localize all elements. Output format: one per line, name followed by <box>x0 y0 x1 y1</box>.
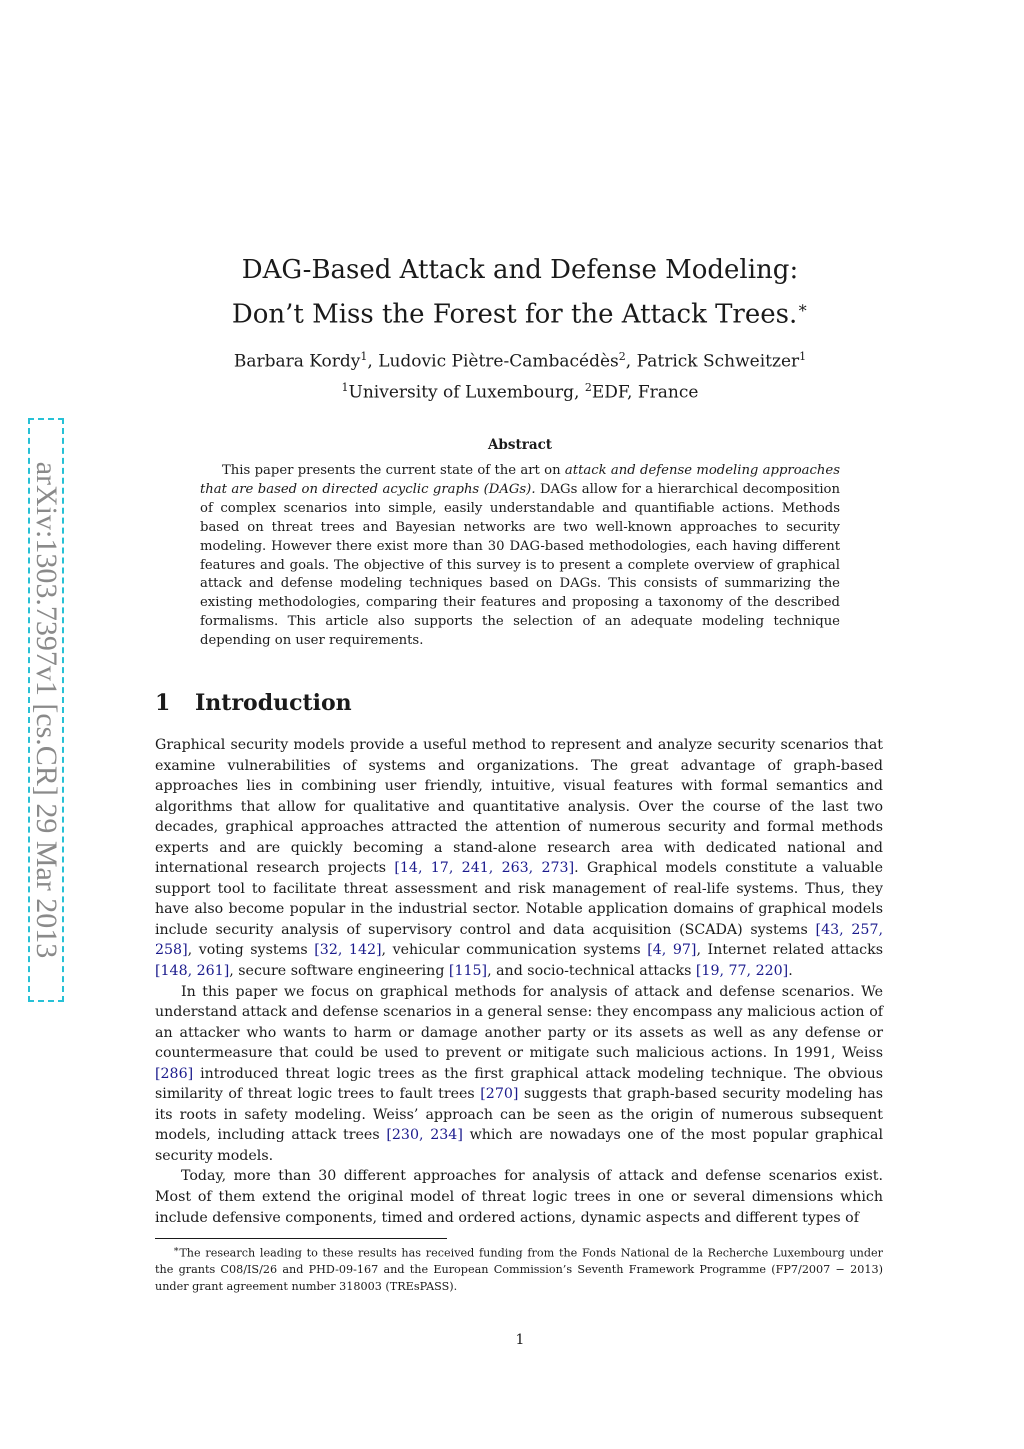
page-number: 1 <box>515 1332 525 1348</box>
affil-mark: 1 <box>799 350 807 363</box>
paragraph-3: Today, more than 30 different approaches for analysis of attack and defense scenarios exist. Most of them extend the original model of threat logic trees in one or several dimensions which include defensive components, timed and ordered actions, dynamic aspects and different types of <box>155 1168 883 1226</box>
citation-link[interactable]: [230, 234] <box>386 1127 463 1144</box>
title-line-2 <box>155 289 885 334</box>
text: , Internet related attacks <box>696 942 883 959</box>
affil-mark: 2 <box>618 350 626 363</box>
text: , voting systems <box>187 942 315 959</box>
section-number: 1 <box>155 690 171 716</box>
footnote-divider <box>155 1238 447 1239</box>
footnote <box>155 1242 883 1295</box>
paragraph-1 <box>155 735 883 982</box>
title-line-1: DAG-Based Attack and Defense Modeling: <box>241 255 799 285</box>
affiliation-luxembourg: University of Luxembourg <box>348 382 575 403</box>
section-title: Introduction <box>195 690 352 716</box>
author-block <box>155 344 885 405</box>
abstract-heading: Abstract <box>487 437 553 453</box>
citation-link[interactable]: [19, 77, 220] <box>695 963 789 980</box>
text: , secure software engineering <box>229 963 449 980</box>
abstract-text <box>200 462 840 651</box>
abstract-part: DAGs allow for a hierarchical decomposition of complex scenarios into simple, easily understandable and quantifiable actions. Methods based on threat trees and Bayesian networks are two well-known approaches to security modeling. However there exist more than 30 DAG-based methodologies, each having different features and goals. The objective of this survey is to present a complete overview of graphical attack and defense modeling techniques based on DAGs. This consists of summarizing the existing methodologies, comparing their features and proposing a taxonomy of the described formalisms. This article also supports the selection of an adequate modeling technique depending on user requirements. <box>200 481 840 649</box>
citation-link[interactable]: [148, 261] <box>155 963 230 980</box>
citation-link[interactable]: [32, 142] <box>314 942 382 959</box>
citation-link[interactable]: [115] <box>448 963 488 980</box>
separator: , <box>367 351 379 372</box>
separator: , <box>625 351 637 372</box>
author-schweitzer: Patrick Schweitzer <box>636 351 800 372</box>
affil-mark: 1 <box>341 380 349 394</box>
citation-link[interactable]: [14, 17, 241, 263, 273] <box>394 860 575 877</box>
abstract-part: This paper presents the current state of the art on <box>222 463 565 478</box>
citation-link[interactable]: [286] <box>155 1065 194 1082</box>
author-kordy: Barbara Kordy <box>233 351 361 372</box>
footnote-text: The research leading to these results has received funding from the Fonds National de la Recherche Luxembourg under the grants C08/IS/26 and PHD-09-167 and the European Commission’s Seventh Framework Programme (FP7/2007 − 2013) under grant agreement number 318003 (TREsPASS). <box>155 1246 883 1293</box>
text: . Graphical models constitute a valuable support tool to facilitate threat assessment and risk management of real-life systems. Thus, they have also become popular in the industrial sector. Notable application domains of graphical models include security analysis of supervisory control and data acquisition (SCADA) systems <box>155 860 883 938</box>
author-list <box>155 344 885 375</box>
citation-link[interactable]: [270] <box>480 1086 519 1103</box>
arxiv-stamp <box>28 418 64 1002</box>
body-text <box>155 735 883 1228</box>
text: which are nowadays one of the most popular graphical security models. <box>155 1127 883 1164</box>
affiliations <box>155 375 885 406</box>
text: , vehicular communication systems <box>381 942 648 959</box>
title-line-2-text: Don’t Miss the Forest for the Attack Trees. <box>231 299 798 330</box>
paragraph-2 <box>155 982 883 1167</box>
footnote-mark: ∗ <box>173 1244 180 1255</box>
citation-link[interactable]: [43, 257, 258] <box>155 921 883 959</box>
text: suggests that graph-based security modeling has its roots in safety modeling. Weiss’ approach can be seen as the origin of numerous subsequent models, including attack trees <box>155 1086 884 1144</box>
text: Graphical security models provide a useful method to represent and analyze security scenarios that examine vulnerabilities of systems and organizations. The great advantage of graph-based approaches lies in combining user friendly, intuitive, visual features with formal semantics and algorithms that allow for qualitative and quantitative analysis. Over the course of the last two decades, graphical approaches attracted the attention of numerous security and formal methods experts and are quickly becoming a stand-alone research area with dedicated national and international research projects <box>155 737 883 877</box>
author-pietre-cambacedes: Ludovic Piètre-Cambacédès <box>378 351 619 372</box>
title-footnote-mark: ∗ <box>797 298 809 317</box>
text: introduced threat logic trees as the first graphical attack modeling technique. The obvious similarity of threat logic trees to fault trees <box>155 1065 883 1103</box>
text: , and socio-technical attacks <box>487 963 696 980</box>
paper-title <box>155 252 885 334</box>
text: In this paper we focus on graphical methods for analysis of attack and defense scenarios. We understand attack and defense scenarios in a general sense: they encompass any malicious action of an attacker who wants to harm or damage another party or its assets as well as any defense or countermeasure that could be used to prevent or mitigate such malicious actions. In 1991, Weiss <box>155 983 883 1062</box>
affil-mark: 2 <box>584 380 592 394</box>
section-heading <box>155 690 885 716</box>
separator: , <box>574 382 585 403</box>
affil-mark: 1 <box>360 350 368 363</box>
citation-link[interactable]: [4, 97] <box>647 942 697 959</box>
arxiv-stamp-text: arXiv:1303.7397v1 [cs.CR] 29 Mar 2013 <box>30 461 63 959</box>
affiliation-edf: EDF, France <box>591 382 699 403</box>
abstract-emphasis: attack and defense modeling approaches that are based on directed acyclic graphs (DAGs). <box>200 463 840 497</box>
text: . <box>788 963 793 980</box>
